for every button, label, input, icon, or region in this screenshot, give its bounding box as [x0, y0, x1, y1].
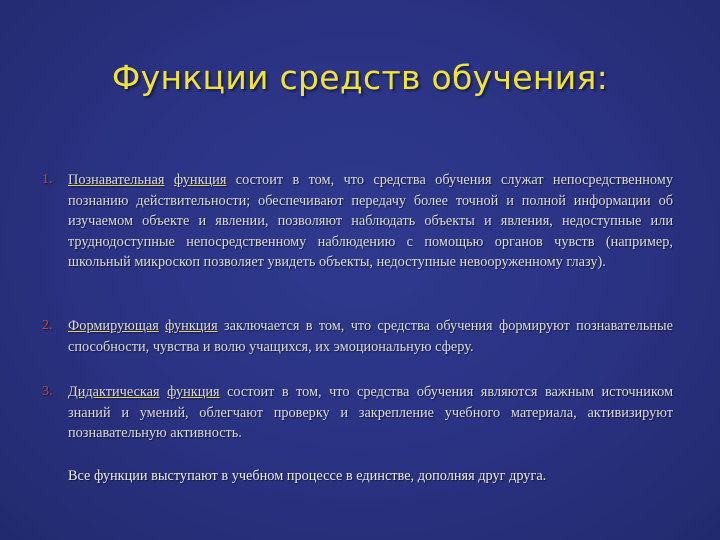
- item-text: заключается в том, что средства обучения формируют познавательные способности, чувства и волю учащихся, их эмоциональную сферу.: [68, 318, 673, 355]
- item-term-function: функция: [165, 318, 218, 334]
- item-number: 3.: [42, 384, 53, 399]
- item-term: Формирующая: [68, 318, 159, 334]
- item-number: 2.: [42, 318, 53, 333]
- item-term-function: функция: [167, 384, 220, 400]
- item-text: состоит в том, что средства обучения являются важным источником знаний и умений, облегчают проверку и закрепление учебного материала, активизируют познавательную активность.: [68, 384, 673, 441]
- summary-text: Все функции выступают в учебном процессе в единстве, дополняя друг друга.: [68, 468, 547, 484]
- item-number: 1.: [42, 172, 53, 187]
- item-term: Дидактическая: [68, 384, 160, 400]
- item-term: Познавательная: [68, 172, 165, 188]
- function-item-formative: [42, 316, 673, 357]
- item-term-function: функция: [173, 172, 227, 188]
- function-item-cognitive: [42, 170, 673, 273]
- slide-title: Функции средств обучения:: [111, 58, 609, 97]
- function-item-didactic: [42, 382, 673, 444]
- item-text: состоит в том, что средства обучения служат непосредственному познанию действительности; обеспечивают передачу более точной и полной информации об изучаемом объекте и явлении, позволяют наблюдать объекты и явления, недоступные или труднодоступные непосредственному наблюдению с помощью органов чувств (например, школьный микроскоп позволяет увидеть объекты, недоступные невооруженному глазу).: [68, 172, 673, 270]
